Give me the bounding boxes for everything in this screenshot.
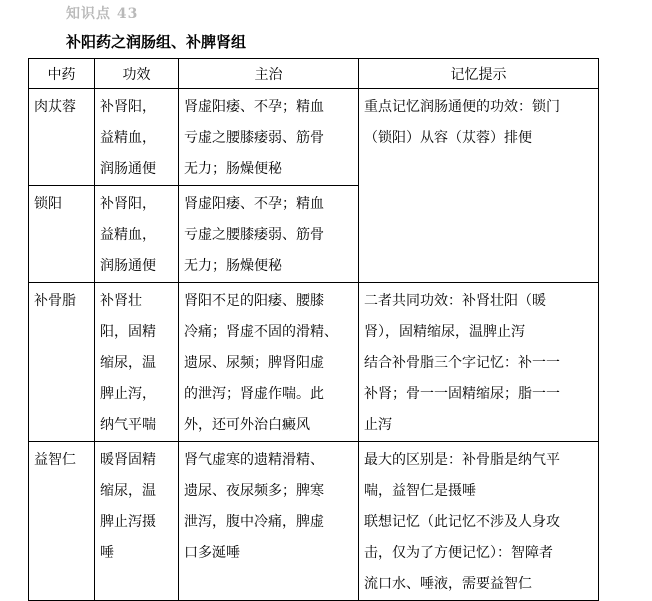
header-indication: 主治 — [179, 59, 359, 89]
header-herb: 中药 — [29, 59, 95, 89]
herb-name-cell: 补骨脂 — [29, 283, 95, 442]
table-row — [29, 283, 599, 442]
memory-tip-cell: 二者共同功效：补肾壮阳（暖 肾），固精缩尿，温脾止泻 结合补骨脂三个字记忆：补一一 补肾；骨一一固精缩尿；脂一一 止泻 — [359, 283, 599, 442]
knowledge-point-label: 知识点 43 — [66, 6, 139, 22]
indication-cell: 肾虚阳痿、不孕；精血 亏虚之腰膝痿弱、筋骨 无力；肠燥便秘 — [179, 89, 359, 186]
herb-table — [28, 58, 599, 601]
effect-cell: 补肾阳， 益精血， 润肠通便 — [95, 89, 179, 186]
herb-name-cell: 锁阳 — [29, 186, 95, 283]
effect-cell: 暖肾固精 缩尿，温 脾止泻摄 唾 — [95, 442, 179, 601]
herb-name-cell: 肉苁蓉 — [29, 89, 95, 186]
indication-cell: 肾虚阳痿、不孕；精血 亏虚之腰膝痿弱、筋骨 无力；肠燥便秘 — [179, 186, 359, 283]
table-row — [29, 89, 599, 186]
header-memory-tip: 记忆提示 — [359, 59, 599, 89]
header-effect: 功效 — [95, 59, 179, 89]
effect-cell: 补肾阳， 益精血， 润肠通便 — [95, 186, 179, 283]
section-heading: 补阳药之润肠组、补脾肾组 — [66, 33, 247, 51]
memory-tip-cell: 最大的区别是：补骨脂是纳气平 喘，益智仁是摄唾 联想记忆（此记忆不涉及人身攻 击，仅为了方便记忆）：智障者 流口水、唾液，需要益智仁 — [359, 442, 599, 601]
indication-cell: 肾气虚寒的遗精滑精、 遗尿、夜尿频多；脾寒 泄泻，腹中冷痛，脾虚 口多涎唾 — [179, 442, 359, 601]
memory-tip-cell: 重点记忆润肠通便的功效：锁门 （锁阳）从容（苁蓉）排便 — [359, 89, 599, 283]
herb-name-cell: 益智仁 — [29, 442, 95, 601]
table-row — [29, 442, 599, 601]
table-header-row — [29, 59, 599, 89]
effect-cell: 补肾壮 阳，固精 缩尿，温 脾止泻， 纳气平喘 — [95, 283, 179, 442]
indication-cell: 肾阳不足的阳痿、腰膝 冷痛；肾虚不固的滑精、 遗尿、尿频；脾肾阳虚 的泄泻；肾虚作喘。此 外，还可外治白癜风 — [179, 283, 359, 442]
